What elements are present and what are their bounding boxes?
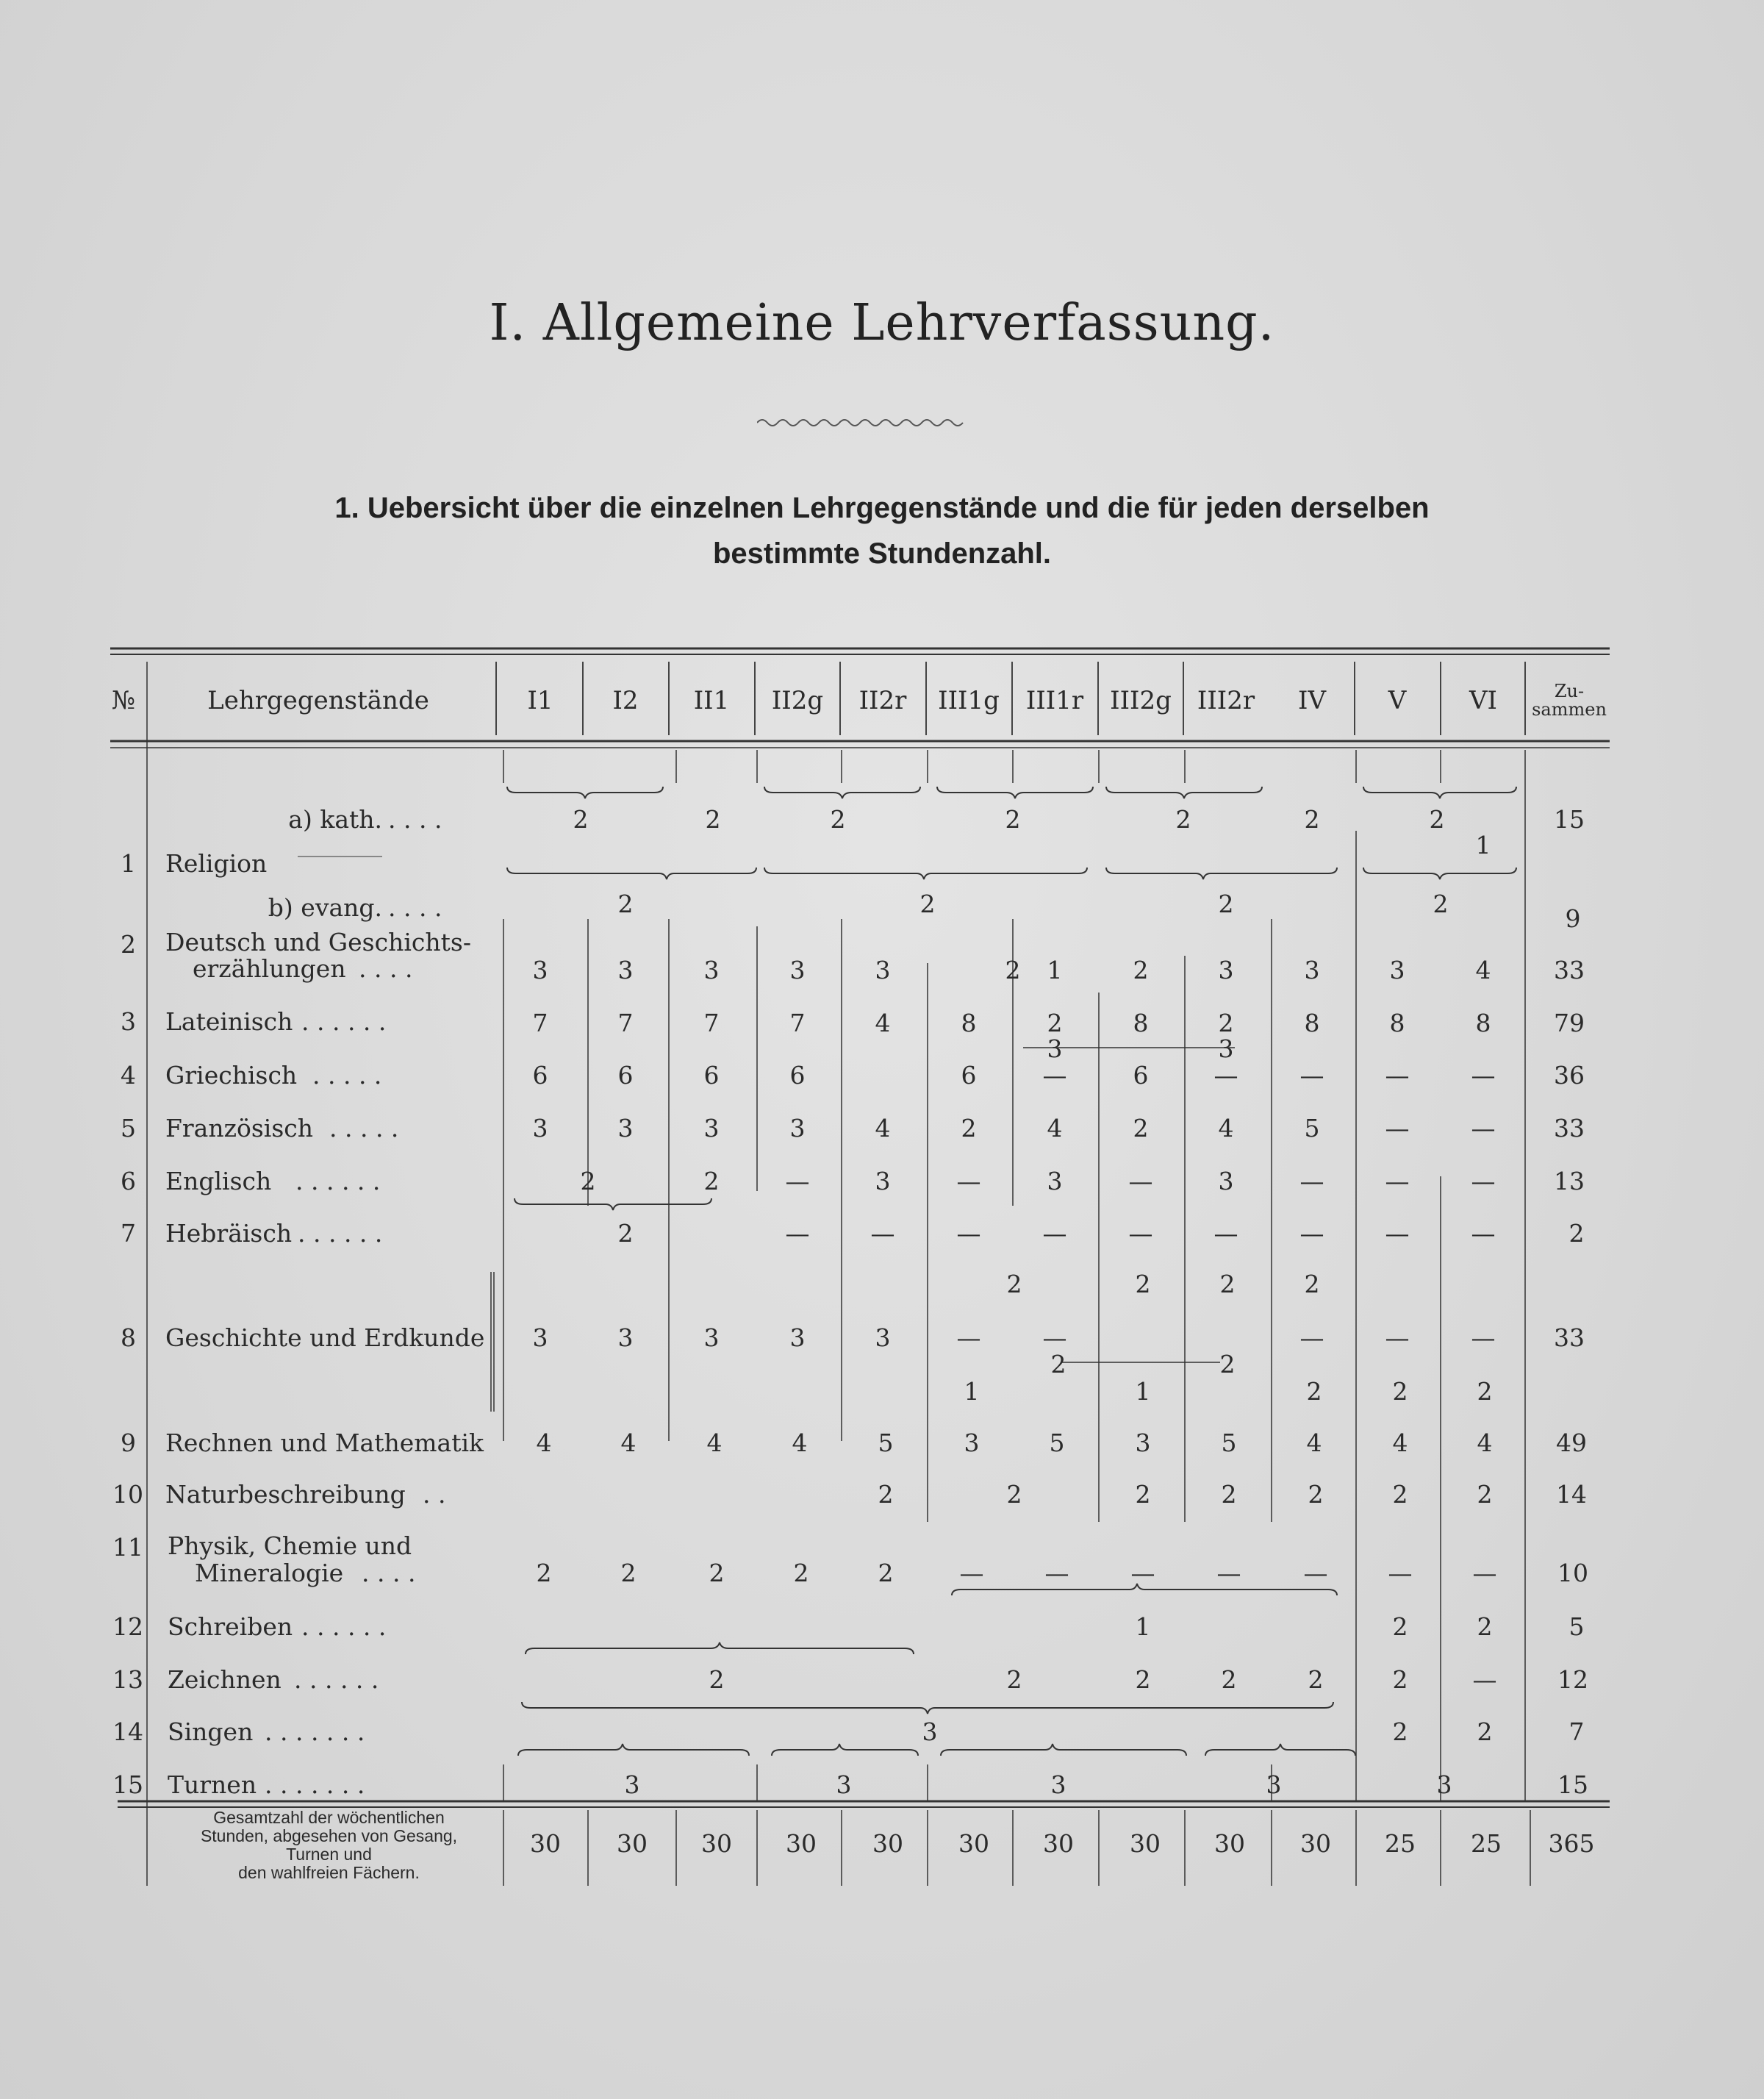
leader-dots: . . . . . .	[298, 1219, 383, 1248]
cell-value: —	[870, 1219, 895, 1248]
footer-total-cell: 30	[701, 1829, 732, 1858]
leader-dots: . . . . .	[329, 1114, 399, 1143]
cell-value: —	[1385, 1114, 1410, 1143]
cell-value: 8	[1133, 1009, 1149, 1037]
cell-value: 3	[532, 1323, 548, 1352]
cell-value: 4	[536, 1428, 552, 1457]
header-class-vi: VI	[1469, 686, 1497, 715]
cell-value: 2	[1477, 1377, 1493, 1406]
footer-total-cell: 30	[1300, 1829, 1331, 1858]
row-number: 2	[121, 930, 136, 959]
cell-value: 5	[1304, 1114, 1320, 1143]
cell-value: 3	[624, 1770, 640, 1799]
cell-value: 3	[1047, 1034, 1063, 1063]
cell-value: 2	[1135, 1480, 1151, 1509]
row-number: 15	[112, 1770, 143, 1799]
cell-value: 2	[919, 890, 936, 918]
cell-value: 1	[1135, 1377, 1151, 1406]
cell-value: 4	[1218, 1114, 1234, 1143]
leader-dots: . . . .	[388, 893, 442, 922]
cell-value: 2	[709, 1665, 725, 1694]
cell-value: 2	[1135, 1270, 1151, 1298]
cell-value: 2	[1133, 956, 1149, 984]
subject-naturbeschreibung: Naturbeschreibung	[165, 1480, 406, 1509]
cell-value: 2	[1392, 1377, 1408, 1406]
leader-dots: . . . .	[359, 954, 413, 983]
cell-value: 4	[875, 1009, 891, 1037]
footer-total-cell: 30	[1130, 1829, 1161, 1858]
cell-value: 4	[620, 1428, 637, 1457]
row-total: 10	[1557, 1559, 1588, 1587]
subject-griechisch: Griechisch	[165, 1061, 298, 1090]
cell-value: 3	[1304, 956, 1320, 984]
subject-geschichte-erdkunde: Geschichte und Erdkunde	[165, 1323, 485, 1352]
cell-value: 2	[1304, 805, 1320, 834]
cell-value: 3	[1218, 1167, 1234, 1195]
header-class-iii1g: III1g	[938, 686, 1000, 715]
cell-value: —	[956, 1323, 981, 1352]
footer-total-cell: 30	[872, 1829, 903, 1858]
cell-value: —	[1213, 1219, 1238, 1248]
row-total: 12	[1557, 1665, 1588, 1694]
cell-value: 3	[875, 1323, 891, 1352]
cell-value: 2	[1047, 1009, 1063, 1037]
cell-value: 6	[961, 1061, 977, 1090]
cell-value: 1	[1475, 831, 1491, 859]
leader-dots: . . . .	[388, 805, 442, 834]
cell-value: 3	[1436, 1770, 1452, 1799]
cell-value: 3	[875, 956, 891, 984]
cell-value: 2	[617, 1219, 634, 1248]
footer-label-line3: Turnen und	[286, 1845, 372, 1864]
cell-value: 1	[1047, 956, 1063, 984]
subject-physik-line1: Physik, Chemie und	[168, 1531, 412, 1560]
cell-value: 6	[703, 1061, 720, 1090]
cell-value: 2	[1392, 1480, 1408, 1509]
cell-value: 2	[1005, 956, 1021, 984]
cell-value: —	[1130, 1559, 1155, 1587]
cell-value: 2	[1175, 805, 1191, 834]
footer-label-line4: den wahlfreien Fächern.	[238, 1863, 420, 1882]
subject-deutsch-line2: erzählungen	[193, 954, 346, 983]
row-total: 15	[1554, 805, 1585, 834]
cell-value: 3	[836, 1770, 852, 1799]
cell-value: 6	[1133, 1061, 1149, 1090]
cell-value: —	[1472, 1559, 1497, 1587]
cell-value: —	[1471, 1167, 1496, 1195]
cell-value: 3	[617, 1323, 634, 1352]
cell-value: —	[1042, 1061, 1067, 1090]
cell-value: 7	[789, 1009, 806, 1037]
cell-value: 3	[532, 956, 548, 984]
row-total: 33	[1554, 956, 1585, 984]
cell-value: 2	[1477, 1612, 1493, 1641]
cell-value: 5	[878, 1428, 894, 1457]
cell-value: —	[956, 1219, 981, 1248]
cell-value: 2	[536, 1559, 552, 1587]
subject-physik-line2: Mineralogie	[195, 1559, 344, 1587]
leader-dots: . . . . . .	[301, 1007, 387, 1036]
cell-value: —	[1388, 1559, 1413, 1587]
cell-value: —	[1044, 1559, 1069, 1587]
cell-value: 4	[1047, 1114, 1063, 1143]
leader-dots: . . . . .	[312, 1061, 382, 1090]
footer-total-cell: 30	[1214, 1829, 1245, 1858]
header-class-ii2g: II2g	[771, 686, 824, 715]
leader-dots: . .	[423, 1480, 446, 1509]
cell-value: 3	[875, 1167, 891, 1195]
row-total: 13	[1554, 1167, 1585, 1195]
cell-value: 2	[1133, 1114, 1149, 1143]
header-class-iv: IV	[1298, 686, 1326, 715]
footer-total-cell: 30	[530, 1829, 561, 1858]
leader-dots: . . . . . .	[295, 1167, 381, 1195]
cell-value: 2	[878, 1480, 894, 1509]
cell-value: 2	[1304, 1270, 1320, 1298]
cell-value: 2	[1218, 1009, 1234, 1037]
cell-value: 7	[532, 1009, 548, 1037]
row-total: 9	[1565, 904, 1581, 933]
row-number: 4	[121, 1061, 136, 1090]
cell-value: 2	[1392, 1665, 1408, 1694]
row-total: 15	[1557, 1770, 1588, 1799]
cell-value: 2	[1050, 1350, 1066, 1379]
footer-total-cell: 30	[958, 1829, 989, 1858]
subject-englisch: Englisch	[165, 1167, 272, 1195]
cell-value: 3	[703, 956, 720, 984]
leader-dots: . . . . . . .	[265, 1770, 365, 1799]
cell-value: 2	[1477, 1480, 1493, 1509]
leader-dots: . . . . . .	[301, 1612, 387, 1641]
cell-value: 8	[1475, 1009, 1491, 1037]
row-number: 13	[112, 1665, 143, 1694]
cell-value: 7	[703, 1009, 720, 1037]
ornament-divider	[757, 415, 970, 430]
cell-value: 1	[1135, 1612, 1151, 1641]
row-number: 3	[121, 1007, 136, 1036]
cell-value: 2	[703, 1167, 720, 1195]
row-number: 12	[112, 1612, 143, 1641]
cell-value: —	[785, 1167, 810, 1195]
cell-value: 3	[1266, 1770, 1282, 1799]
cell-value: —	[1471, 1323, 1496, 1352]
cell-value: 2	[1006, 1270, 1022, 1298]
cell-value: 3	[617, 1114, 634, 1143]
footer-total-cell: 30	[617, 1829, 648, 1858]
cell-value: 2	[878, 1559, 894, 1587]
cell-value: —	[1471, 1219, 1496, 1248]
footer-total-cell: 30	[786, 1829, 817, 1858]
row-total: 33	[1554, 1323, 1585, 1352]
cell-value: 3	[789, 956, 806, 984]
cell-value: 2	[580, 1167, 596, 1195]
section-heading	[243, 485, 1521, 576]
cell-value: 2	[1221, 1480, 1237, 1509]
cell-value: 8	[1389, 1009, 1405, 1037]
cell-value: —	[1385, 1323, 1410, 1352]
cell-value: 4	[1477, 1428, 1493, 1457]
row-total: 2	[1568, 1219, 1585, 1248]
cell-value: 3	[789, 1114, 806, 1143]
cell-value: 2	[1135, 1665, 1151, 1694]
cell-value: —	[1213, 1061, 1238, 1090]
row-number: 5	[121, 1114, 136, 1143]
cell-value: 4	[1392, 1428, 1408, 1457]
header-class-i1: I1	[527, 686, 553, 715]
religion-evang-label: b) evang.	[268, 893, 382, 922]
header-subjects: Lehrgegenstände	[207, 686, 429, 715]
cell-value: 2	[1429, 805, 1445, 834]
cell-value: 2	[573, 805, 589, 834]
cell-value: 2	[1005, 805, 1021, 834]
cell-value: 3	[1389, 956, 1405, 984]
cell-value: 2	[1006, 1480, 1022, 1509]
cell-value: 2	[617, 890, 634, 918]
header-class-ii1: II1	[693, 686, 730, 715]
subject-zeichnen: Zeichnen	[168, 1665, 282, 1694]
row-number: 14	[112, 1717, 143, 1746]
cell-value: 6	[617, 1061, 634, 1090]
subject-deutsch-line1: Deutsch und Geschichts-	[165, 928, 471, 956]
cell-value: 4	[1475, 956, 1491, 984]
cell-value: —	[785, 1219, 810, 1248]
cell-value: 2	[620, 1559, 637, 1587]
footer-label-line2: Stunden, abgesehen von Gesang,	[200, 1826, 458, 1845]
header-total-line1: Zu-	[1554, 681, 1585, 701]
row-total: 14	[1556, 1480, 1587, 1509]
cell-value: —	[1042, 1323, 1067, 1352]
section-heading-line2: bestimmte Stundenzahl.	[712, 537, 1052, 570]
cell-value: 2	[1219, 1350, 1236, 1379]
cell-value: 2	[1477, 1717, 1493, 1746]
cell-value: 2	[1308, 1480, 1324, 1509]
cell-value: 2	[1308, 1665, 1324, 1694]
header-class-iii2g: III2g	[1110, 686, 1172, 715]
cell-value: 4	[875, 1114, 891, 1143]
row-total: 5	[1568, 1612, 1585, 1641]
subject-singen: Singen	[168, 1717, 254, 1746]
cell-value: 3	[1050, 1770, 1066, 1799]
header-class-iii2r: III2r	[1197, 686, 1255, 715]
cell-value: —	[1299, 1061, 1324, 1090]
cell-value: 2	[1219, 1270, 1236, 1298]
subject-hebraeisch: Hebräisch	[165, 1219, 293, 1248]
cell-value: 4	[792, 1428, 808, 1457]
cell-value: 2	[793, 1559, 809, 1587]
cell-value: 3	[703, 1114, 720, 1143]
subject-lateinisch: Lateinisch	[165, 1007, 293, 1036]
header-total-line2: sammen	[1532, 699, 1607, 720]
cell-value: —	[1128, 1219, 1153, 1248]
cell-value: 2	[1006, 1665, 1022, 1694]
cell-value: —	[1299, 1167, 1324, 1195]
cell-value: —	[1042, 1219, 1067, 1248]
leader-dots: . . . .	[362, 1559, 416, 1587]
row-total: 79	[1554, 1009, 1585, 1037]
header-class-ii2r: II2r	[858, 686, 907, 715]
cell-value: —	[1216, 1559, 1241, 1587]
cell-value: 2	[1218, 890, 1234, 918]
subject-religion: Religion	[165, 849, 268, 878]
cell-value: 5	[1049, 1428, 1065, 1457]
cell-value: 2	[1392, 1717, 1408, 1746]
cell-value: 2	[1306, 1377, 1322, 1406]
cell-value: 7	[617, 1009, 634, 1037]
cell-value: 8	[1304, 1009, 1320, 1037]
cell-value: 2	[1392, 1612, 1408, 1641]
cell-value: 3	[1135, 1428, 1151, 1457]
cell-value: 3	[617, 956, 634, 984]
cell-value: —	[1471, 1061, 1496, 1090]
row-number: 7	[121, 1219, 136, 1248]
cell-value: 3	[1047, 1167, 1063, 1195]
cell-value: —	[1385, 1219, 1410, 1248]
religion-kath-label: a) kath.	[288, 805, 382, 834]
row-total: 33	[1554, 1114, 1585, 1143]
cell-value: 3	[789, 1323, 806, 1352]
cell-value: —	[1303, 1559, 1328, 1587]
row-number: 11	[112, 1533, 143, 1562]
subject-turnen: Turnen	[168, 1770, 257, 1799]
footer-total-cell: 25	[1385, 1829, 1416, 1858]
cell-value: 3	[1218, 1034, 1234, 1063]
cell-value: —	[1299, 1323, 1324, 1352]
cell-value: 3	[1218, 956, 1234, 984]
header-class-i2: I2	[612, 686, 639, 715]
cell-value: 5	[1221, 1428, 1237, 1457]
cell-value: 2	[830, 805, 846, 834]
footer-total-cell: 25	[1471, 1829, 1502, 1858]
cell-value: 6	[532, 1061, 548, 1090]
cell-value: —	[1385, 1061, 1410, 1090]
cell-value: —	[959, 1559, 984, 1587]
cell-value: 2	[709, 1559, 725, 1587]
cell-value: 2	[705, 805, 721, 834]
cell-value: 2	[1433, 890, 1449, 918]
header-class-iii1r: III1r	[1025, 686, 1084, 715]
row-number: 6	[121, 1167, 136, 1195]
cell-value: —	[1299, 1219, 1324, 1248]
row-total: 7	[1568, 1717, 1585, 1746]
cell-value: 6	[789, 1061, 806, 1090]
cell-value: —	[1385, 1167, 1410, 1195]
cell-value: 3	[964, 1428, 980, 1457]
subject-schreiben: Schreiben	[168, 1612, 293, 1641]
subject-franzoesisch: Französisch	[165, 1114, 314, 1143]
subject-rechnen-mathematik: Rechnen und Mathematik	[165, 1428, 484, 1457]
cell-value: 1	[964, 1377, 980, 1406]
cell-value: 2	[961, 1114, 977, 1143]
row-total: 49	[1556, 1428, 1587, 1457]
cell-value: —	[956, 1167, 981, 1195]
section-heading-line1: 1. Uebersicht über die einzelnen Lehrgegenstände und die für jeden derselben	[334, 492, 1430, 524]
row-number: 10	[112, 1480, 143, 1509]
page-title: I. Allgemeine Lehrverfassung.	[489, 294, 1275, 352]
row-number: 8	[121, 1323, 136, 1352]
footer-total-cell: 30	[1043, 1829, 1074, 1858]
leader-dots: . . . . . .	[294, 1665, 379, 1694]
header-class-v: V	[1388, 686, 1407, 715]
cell-value: 3	[703, 1323, 720, 1352]
cell-value: 2	[1221, 1665, 1237, 1694]
cell-value: 8	[961, 1009, 977, 1037]
cell-value: 3	[532, 1114, 548, 1143]
footer-grand-total: 365	[1548, 1829, 1595, 1858]
leader-dots: . . . . . . .	[265, 1717, 365, 1746]
row-number: 1	[121, 849, 136, 878]
row-number: 9	[121, 1428, 136, 1457]
cell-value: —	[1471, 1114, 1496, 1143]
cell-value: 4	[706, 1428, 723, 1457]
row-total: 36	[1554, 1061, 1585, 1090]
footer-label-line1: Gesamtzahl der wöchentlichen	[213, 1808, 445, 1827]
header-number: №	[111, 686, 136, 715]
cell-value: —	[1128, 1167, 1153, 1195]
cell-value: 4	[1306, 1428, 1322, 1457]
cell-value: 3	[922, 1717, 938, 1746]
cell-value: —	[1472, 1665, 1497, 1694]
footer-label	[165, 1809, 492, 1882]
